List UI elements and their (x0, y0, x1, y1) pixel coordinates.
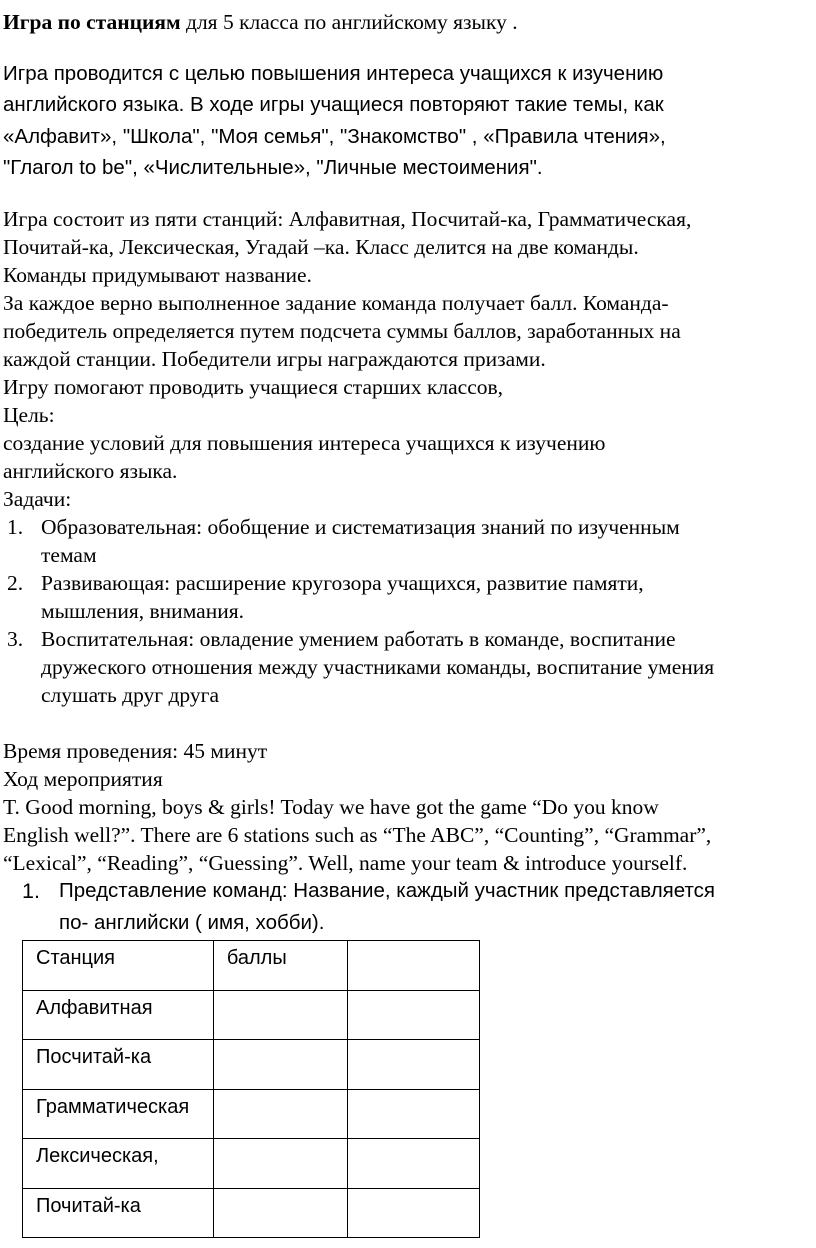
table-cell (347, 941, 479, 991)
table-cell (23, 1139, 214, 1189)
cell-text: Грамматическая (36, 1095, 190, 1118)
body-line: каждой станции. Победители игры награждаются призами. (3, 347, 546, 371)
table-row (23, 1188, 480, 1238)
cell-text (227, 1139, 347, 1145)
cell-text (361, 991, 479, 997)
english-line: T. Good morning, boys & girls! Today we have got the game “Do you know (3, 795, 659, 819)
table-cell (23, 990, 214, 1040)
table-row (23, 1089, 480, 1139)
intro-line: Игра проводится с целью повышения интереса учащихся к изучению (3, 62, 664, 85)
table-row (23, 1139, 480, 1189)
task-line: дружеского отношения между участниками команды, воспитание умения (41, 655, 715, 679)
cell-text (361, 1090, 479, 1096)
step-line: по- английски ( имя, хобби). (59, 911, 325, 934)
title-bold-part: Игра по станциям (3, 10, 181, 34)
table-cell (213, 1089, 347, 1139)
cell-text (361, 1139, 479, 1145)
task-line: Воспитательная: овладение умением работать в команде, воспитание (41, 627, 676, 651)
table-cell (347, 1188, 479, 1238)
table-row (23, 990, 480, 1040)
tasks-heading: Задачи: (3, 487, 72, 511)
table-cell (213, 1188, 347, 1238)
table-row (23, 1040, 480, 1090)
progress-heading: Ход мероприятия (3, 767, 163, 791)
document-title (3, 8, 518, 36)
body-line: Почитай-ка, Лексическая, Угадай –ка. Класс делится на две команды. (3, 235, 639, 259)
step-number: 1. (22, 879, 40, 903)
table-cell (23, 1089, 214, 1139)
cell-text: Посчитай-ка (36, 1046, 152, 1068)
title-rest: для 5 класса по английскому языку . (180, 10, 518, 34)
task-line: темам (41, 543, 97, 567)
table-cell (347, 990, 479, 1040)
table-cell (213, 1040, 347, 1090)
body-line: Игра состоит из пяти станций: Алфавитная, Посчитай-ка, Грамматическая, (3, 207, 692, 231)
table-cell (213, 990, 347, 1040)
body-line: победитель определяется путем подсчета суммы баллов, заработанных на (3, 319, 681, 343)
cell-text (227, 1040, 347, 1046)
body-line: Игру помогают проводить учащиеся старших классов, (3, 375, 504, 399)
table-row (23, 941, 480, 991)
body-line: За каждое верно выполненное задание команда получает балл. Команда- (3, 291, 669, 315)
task-number: 1. (7, 515, 24, 539)
intro-line: английского языка. В ходе игры учащиеся повторяют такие темы, как (3, 93, 664, 116)
body-line: создание условий для повышения интереса учащихся к изучению (3, 431, 606, 455)
cell-text: Станция (36, 947, 116, 969)
table-cell (213, 941, 347, 991)
body-line: английского языка. (3, 459, 178, 483)
table-cell (23, 1188, 214, 1238)
cell-text (361, 941, 479, 947)
table-cell (213, 1139, 347, 1189)
cell-text (227, 991, 347, 997)
task-line: слушать друг друга (41, 683, 220, 707)
table-cell (347, 1040, 479, 1090)
cell-text: Почитай-ка (36, 1194, 141, 1217)
english-line: “Lexical”, “Reading”, “Guessing”. Well, name your team & introduce yourself. (3, 851, 688, 875)
step-line: Представление команд: Название, каждый участник представляется (59, 879, 715, 902)
cell-text (361, 1189, 479, 1195)
goal-heading: Цель: (3, 403, 55, 427)
cell-text: Алфавитная (36, 996, 153, 1019)
table-cell (347, 1089, 479, 1139)
time-line: Время проведения: 45 минут (3, 739, 268, 763)
cell-text: Лексическая, (36, 1145, 159, 1167)
cell-text (227, 1189, 347, 1195)
task-line: мышления, внимания. (41, 599, 244, 623)
intro-line: "Глагол to be", «Числительные», "Личные местоимения". (3, 156, 543, 179)
table-cell (347, 1139, 479, 1189)
body-line: Команды придумывают название. (3, 263, 312, 287)
intro-line: «Алфавит», "Школа", "Моя семья", "Знакомство" , «Правила чтения», (3, 125, 666, 148)
task-line: Развивающая: расширение кругозора учащихся, развитие памяти, (41, 571, 644, 595)
task-number: 3. (7, 627, 24, 651)
task-number: 2. (7, 571, 24, 595)
table-cell (23, 1040, 214, 1090)
score-table (22, 940, 480, 1238)
table-cell (23, 941, 214, 991)
cell-text (361, 1040, 479, 1046)
english-line: English well?”. There are 6 stations such as “The ABC”, “Counting”, “Grammar”, (3, 823, 712, 847)
task-line: Образовательная: обобщение и систематизация знаний по изученным (41, 515, 680, 539)
cell-text: баллы (226, 947, 287, 969)
cell-text (227, 1090, 347, 1096)
